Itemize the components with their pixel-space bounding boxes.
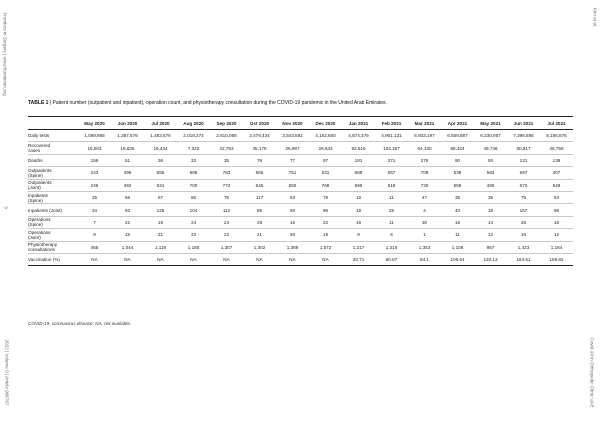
table-cell: 18 [540,216,573,228]
table-cell: 558 [441,179,474,191]
table-cell: 11 [375,216,408,228]
table-row [28,167,573,179]
table-cell: 1,357,576 [111,130,144,142]
table-cell: 6,933,197 [408,130,441,142]
table-cell: 18 [441,216,474,228]
table-cell: 104 [177,204,210,216]
column-header: Mar 2021 [408,117,441,130]
table-cell: 655 [144,167,177,179]
table-cell: 76 [243,154,276,166]
table-cell: 1,483,576 [144,130,177,142]
table-cell: 688 [342,167,375,179]
table-cell: 1,184 [540,241,573,253]
table-cell: 131 [507,154,540,166]
table-cell: 2,610,068 [210,130,243,142]
table-cell: 12 [474,229,507,241]
table-cell: 117 [243,191,276,203]
table-cell: 93 [474,154,507,166]
table-cell: 371 [375,154,408,166]
table-cell: 159 [78,154,111,166]
row-label-line: Operations [28,217,51,223]
table-cell: 645 [243,179,276,191]
table-caption-text: | Patient number (outpatient and inpatient), operation count, and physiotherapy consultation during the COVID-19 pandemic in the United Arab Emirates. [49,100,387,106]
table-cell: 45,178 [243,142,276,154]
table-cell: 700 [177,179,210,191]
table-cell: 84.1 [408,253,441,265]
table-cell: 34 [78,204,111,216]
table-cell: 2,018,274 [177,130,210,142]
table-cell: 9 [78,229,111,241]
column-header: Oct 2020 [243,117,276,130]
table-cell: 4 [408,204,441,216]
table-cell: 154.51 [507,253,540,265]
table-cell: 3,479,434 [243,130,276,142]
table-cell: 92 [276,204,309,216]
row-label [28,167,78,179]
table-cell: 631 [144,179,177,191]
table-cell: 499 [111,167,144,179]
column-header: Jul 2020 [144,117,177,130]
table-cell: 19,635 [111,142,144,154]
table-cell: NA [78,253,111,265]
table-cell: 631 [309,167,342,179]
table-cell: 60.87 [375,253,408,265]
table-cell: 29,543 [309,142,342,154]
table-caption [28,100,573,106]
row-label-line: consultations [28,247,55,253]
row-label [28,204,78,216]
table-cell: 54 [540,191,573,203]
table-row [28,179,573,191]
table-cell: 63 [276,191,309,203]
table-cell: 538 [441,167,474,179]
table-cell: 125 [144,204,177,216]
table-cell: 22 [111,216,144,228]
table-cell: 169.82 [540,253,573,265]
table-cell: 96 [540,204,573,216]
row-label-line: (Joint) [28,234,41,240]
table-cell: 16,434 [144,142,177,154]
table-cell: 7 [78,216,111,228]
table-cell: 772 [210,179,243,191]
table-cell: 1,423 [507,241,540,253]
table-cell: 6,230,067 [474,130,507,142]
table-cell: 665 [243,167,276,179]
row-label-line: Operations [28,229,51,235]
row-label [28,179,78,191]
table-cell: 104,267 [375,142,408,154]
table-row [28,241,573,253]
table-cell: 18 [507,229,540,241]
row-label-line: Daily tests [28,133,50,139]
table-cell: 650 [276,179,309,191]
table-cell: 12 [540,229,573,241]
table-cell: 7,396,685 [507,130,540,142]
table-cell: 181 [342,154,375,166]
table-row [28,154,573,166]
table-cell: 276 [408,154,441,166]
table-cell: 490 [474,179,507,191]
table-cell: NA [309,253,342,265]
page-number: 3 [3,206,9,209]
covid-data-table [28,116,573,266]
table-cell: 4,901,131 [375,130,408,142]
table-cell: 49,746 [474,142,507,154]
table-cell: 36 [144,154,177,166]
table-cell: 64,130 [408,142,441,154]
table-cell: 138 [540,154,573,166]
table-row [28,204,573,216]
table-cell: 549 [540,179,573,191]
table-cell: 1 [408,229,441,241]
table-cell: 96 [309,204,342,216]
journal-site-margin: Frontiers in Surgery | www.frontiersin.org [2,12,8,96]
table-cell: 51 [111,154,144,166]
table-cell: NA [210,253,243,265]
column-header: Dec 2020 [309,117,342,130]
table-cell: 14 [474,216,507,228]
row-label [28,216,78,228]
table-cell: 33.71 [342,253,375,265]
table-cell: 157 [507,204,540,216]
table-cell: 957 [474,241,507,253]
table-cell: 1,089,866 [78,130,111,142]
table-cell: 35 [441,191,474,203]
table-cell: NA [144,253,177,265]
table-cell: 1,572 [309,241,342,253]
column-header [28,117,78,130]
table-cell: 97 [309,154,342,166]
table-cell: 24 [210,216,243,228]
table-cell: 90 [441,154,474,166]
table-cell: 243 [78,167,111,179]
table-cell: 75 [210,191,243,203]
row-label [28,142,78,154]
table-cell: 18 [309,229,342,241]
row-label-line: (Spine) [28,172,43,178]
table-cell: 4,162,600 [309,130,342,142]
row-label [28,253,78,265]
author-running-head: Kim et al. [592,7,598,28]
column-header: May 2020 [78,117,111,130]
table-cell: 18 [474,204,507,216]
table-cell: 1,217 [342,241,375,253]
table-cell: 25 [507,216,540,228]
table-cell: 15 [111,229,144,241]
table-cell: 75 [507,191,540,203]
table-cell: 1,216 [375,241,408,253]
table-cell: 16 [342,216,375,228]
row-label [28,241,78,253]
table-cell: 6,509,867 [441,130,474,142]
table-cell: 77 [276,154,309,166]
table-cell: 55,424 [441,142,474,154]
table-cell: 112 [210,204,243,216]
table-cell: 7,022 [177,142,210,154]
table-row [28,191,573,203]
table-cell: 18 [342,204,375,216]
table-cell: 8,186,876 [540,130,573,142]
table-cell: 22 [309,216,342,228]
table-cell: 697 [507,167,540,179]
table-cell: 1,302 [243,241,276,253]
table-cell: NA [276,253,309,265]
table-cell: 1,165 [177,241,210,253]
table-cell: 22,793 [210,142,243,154]
row-label-line: Inpatients [28,192,48,198]
column-header: Feb 2021 [375,117,408,130]
row-label-line: Outpatients [28,180,52,186]
table-row [28,142,573,154]
table-cell: 92,516 [342,142,375,154]
table-cell: 1,044 [111,241,144,253]
table-cell: 36 [474,191,507,203]
table-row [28,130,573,142]
table-cell: 24 [177,216,210,228]
row-label-line: Inpatients (Joint) [28,207,62,213]
table-cell: 1,353 [408,241,441,253]
table-cell: 730 [408,179,441,191]
table-cell: 688 [177,167,210,179]
column-header: Jun 2021 [507,117,540,130]
table-cell: 23 [177,229,210,241]
table-cell: 21 [144,229,177,241]
table-cell: 599 [342,179,375,191]
row-label-line: Outpatients [28,167,52,173]
column-header: Jan 2021 [342,117,375,130]
row-label-line: Vaccination (%) [28,257,60,263]
table-cell: 1,389 [276,241,309,253]
table-cell: 56 [111,191,144,203]
column-header: May 2021 [474,117,507,130]
table-cell: 1,307 [210,241,243,253]
column-header: Aug 2020 [177,117,210,130]
row-label-line: (Spine) [28,197,43,203]
table-cell: 15,503 [78,142,111,154]
row-label-line: (Joint) [28,185,41,191]
table-cell: 130.13 [474,253,507,265]
table-body [28,130,573,266]
table-cell: 455 [78,241,111,253]
table-cell: 11 [375,191,408,203]
row-label [28,130,78,142]
table-cell: 1,119 [144,241,177,253]
table-cell: 583 [474,167,507,179]
table-cell: 246 [78,179,111,191]
table-cell: NA [177,253,210,265]
table-cell: 18 [342,191,375,203]
table-cell: NA [111,253,144,265]
row-label-line: Recovered [28,143,51,149]
table-cell: 783 [210,167,243,179]
table-cell: 3,543,581 [276,130,309,142]
table-cell: 21 [243,229,276,241]
row-label-line: Deaths [28,157,43,163]
table-cell: 78 [309,191,342,203]
table-cell: 673 [507,179,540,191]
table-cell: 33 [177,154,210,166]
table-cell: 30 [408,216,441,228]
table-cell: 25 [375,204,408,216]
column-header: Jun 2020 [111,117,144,130]
volume-article-margin: 2022 | Volume 9 | Article 906767 [4,339,10,406]
table-cell: 93 [111,204,144,216]
table-cell: NA [243,253,276,265]
row-label-line: Physiotherapy [28,242,58,248]
table-cell: 25,997 [276,142,309,154]
table-cell: 29 [243,216,276,228]
table-cell: 22 [210,229,243,241]
table-cell: 4,874,379 [342,130,375,142]
table-row [28,229,573,241]
column-header: Apr 2021 [441,117,474,130]
table-cell: 751 [276,167,309,179]
table-cell: 492 [111,179,144,191]
column-header: Jul 2021 [540,117,573,130]
table-cell: 85 [243,204,276,216]
table-cell: 57 [144,191,177,203]
table-row [28,216,573,228]
table-cell: 40 [441,204,474,216]
table-cell: 25 [78,191,111,203]
table-cell: 9 [342,229,375,241]
table-cell: 557 [375,167,408,179]
row-label-line: cases [28,148,41,154]
table-header-row [28,117,573,130]
table-cell: 11 [441,229,474,241]
row-label [28,191,78,203]
table-cell: 60,917 [507,142,540,154]
column-header: Sep 2020 [210,117,243,130]
article-short-title: Covid-19 in Orthopedic Clinic UAE [589,337,595,408]
table-row [28,253,573,265]
table-cell: 20 [276,229,309,241]
table-cell: 1,106 [441,241,474,253]
table-cell: 768 [309,179,342,191]
table-cell: 407 [540,167,573,179]
table-cell: 46,756 [540,142,573,154]
table-cell: 35 [210,154,243,166]
table-label: TABLE 1 [28,100,49,106]
table-cell: 86 [177,191,210,203]
table-cell: 47 [408,191,441,203]
column-header: Nov 2020 [276,117,309,130]
row-label [28,154,78,166]
table-footnote: COVID-19, coronavirus disease; NA, not available. [28,321,132,326]
table-cell: 6 [375,229,408,241]
row-label [28,229,78,241]
table-cell: 618 [375,179,408,191]
table-cell: 16 [276,216,309,228]
table-cell: 19 [144,216,177,228]
table-cell: 106.64 [441,253,474,265]
row-label-line: (Spine) [28,222,43,228]
table-cell: 708 [408,167,441,179]
